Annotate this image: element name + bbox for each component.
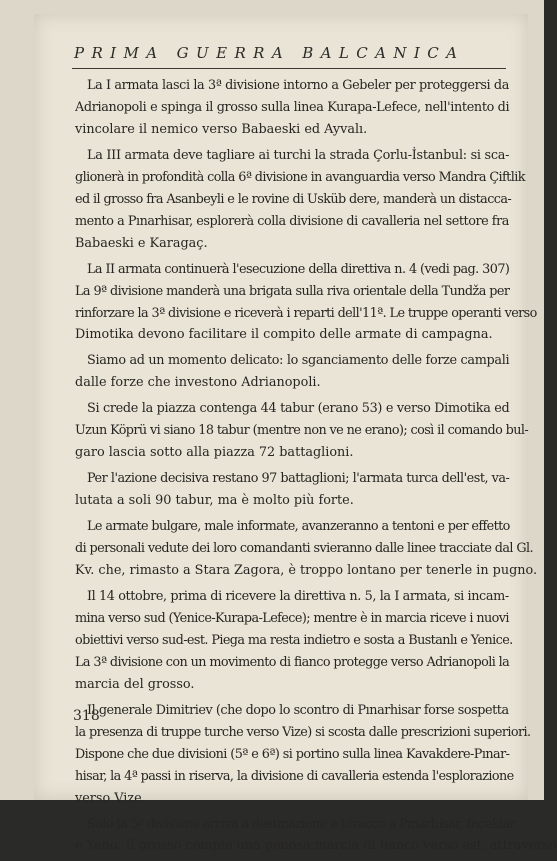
header-rule bbox=[72, 68, 506, 69]
text-line: Il 14 ottobre, prima di ricevere la direttiva n. 5, la I armata, si incam- bbox=[87, 588, 509, 604]
text-line: Kv. che, rimasto a Stara Zagora, è troppo lontano per tenerle in pugno. bbox=[75, 563, 538, 579]
text-line: Siamo ad un momento delicato: lo sganciamento delle forze campali bbox=[87, 353, 510, 369]
page-number: 318 bbox=[73, 708, 100, 724]
text-line: Uzun Köprü vi siano 18 tabur (mentre non ve ne erano); così il comando bul- bbox=[75, 423, 529, 439]
text-line: Per l'azione decisiva restano 97 battaglioni; l'armata turca dell'est, va- bbox=[87, 471, 510, 487]
text-line: Dimotika devono facilitare il compito delle armate di campagna. bbox=[75, 327, 493, 343]
text-line: Babaeski e Karagaç. bbox=[75, 235, 208, 251]
text-line: e Yeno. Il grosso compie una penosa marcia di fianco verso est, attraverso bbox=[75, 838, 557, 854]
paragraph bbox=[75, 516, 538, 582]
paragraph bbox=[75, 398, 529, 464]
text-line: di personali vedute dei loro comandanti svieranno dalle linee tracciate dal Gl. bbox=[75, 541, 533, 557]
text-line: lutata a soli 90 tabur, ma è molto più forte. bbox=[75, 493, 354, 509]
running-head: PRIMA GUERRA BALCANICA bbox=[74, 44, 465, 62]
paragraph bbox=[75, 350, 509, 394]
paragraph bbox=[75, 586, 513, 696]
text-line: Dispone che due divisioni (5ª e 6ª) si portino sulla linea Kavakdere-Pınar- bbox=[75, 746, 510, 762]
body-text bbox=[75, 75, 557, 861]
paragraph bbox=[75, 468, 509, 512]
text-line: marcia del grosso. bbox=[75, 676, 195, 692]
paragraph bbox=[75, 814, 557, 858]
text-line: rinforzare la 3ª divisione e riceverà i reparti dell'11ª. Le truppe operanti verso bbox=[75, 305, 537, 321]
text-line: mento a Pınarhisar, esplorerà colla divisione di cavalleria nel settore fra bbox=[75, 213, 509, 229]
text-line: verso Vize. bbox=[75, 790, 146, 806]
text-line: Il generale Dimitriev (che dopo lo scontro di Pınarhisar forse sospetta bbox=[87, 702, 509, 718]
text-line: ed il grosso fra Asanbeyli e le rovine di Usküb dere, manderà un distacca- bbox=[75, 191, 512, 207]
text-line: La I armata lasci la 3ª divisione intorno a Gebeler per proteggersi da bbox=[87, 78, 509, 93]
text-line: obiettivi verso sud-est. Piega ma resta indietro e sosta a Bustanlı e Yenice. bbox=[75, 632, 513, 648]
text-line: mina verso sud (Yenice-Kurapa-Lefece); mentre è in marcia riceve i nuovi bbox=[75, 610, 509, 626]
text-line: glionerà in profondità colla 6ª divisione in avanguardia verso Mandra Çiftlik bbox=[75, 169, 525, 185]
text-line: la presenza di truppe turche verso Vize) si scosta dalle prescrizioni superiori. bbox=[75, 724, 531, 740]
paragraph bbox=[75, 700, 531, 810]
text-line: vincolare il nemico verso Babaeski ed Ayvalı. bbox=[75, 121, 368, 137]
text-line: La 3ª divisione con un movimento di fianco protegge verso Adrianopoli la bbox=[75, 654, 510, 670]
text-line: hisar, la 4ª passi in riserva, la divisione di cavalleria estenda l'esplorazione bbox=[75, 768, 514, 784]
text-line: La 9ª divisione manderà una brigata sulla riva orientale della Tundža per bbox=[75, 283, 510, 299]
paragraph bbox=[75, 145, 525, 255]
text-line: La III armata deve tagliare ai turchi la strada Çorlu-İstanbul: si sca- bbox=[87, 147, 510, 163]
text-line: Solo la 5ª divisione arriva a destinazione e bivacca a Pınarhisar, Inceklar bbox=[87, 816, 515, 832]
text-line: Le armate bulgare, male informate, avanzeranno a tentoni e per effetto bbox=[87, 519, 510, 535]
text-line: garo lascia sotto alla piazza 72 battaglioni. bbox=[75, 445, 354, 461]
text-line: Si crede la piazza contenga 44 tabur (erano 53) e verso Dimotika ed bbox=[87, 401, 510, 417]
text-line: La II armata continuerà l'esecuzione della direttiva n. 4 (vedi pag. 307) bbox=[87, 261, 510, 277]
paragraph bbox=[75, 259, 537, 347]
paragraph bbox=[75, 75, 509, 141]
text-line: dalle forze che investono Adrianopoli. bbox=[75, 375, 321, 391]
text-line: Adrianopoli e spinga il grosso sulla linea Kurapa-Lefece, nell'intento di bbox=[75, 99, 510, 115]
